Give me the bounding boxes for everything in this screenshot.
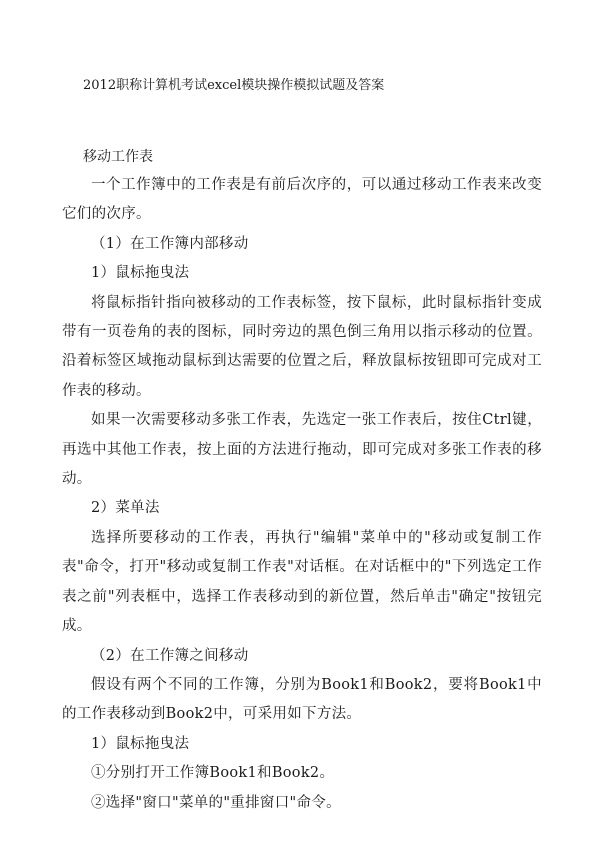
subheading: （2）在工作簿之间移动 — [91, 647, 249, 664]
subheading: 1）鼠标拖曳法 — [91, 265, 190, 282]
section-heading: 移动工作表 — [83, 149, 153, 165]
paragraph: 一个工作簿中的工作表是有前后次序的，可以通过移动工作表来改变它们的次序。 — [62, 177, 542, 223]
list-item: ①分别打开工作簿Book1和Book2。 — [91, 765, 335, 782]
document-title: 2012职称计算机考试excel模块操作模拟试题及答案 — [83, 78, 385, 93]
subheading: 1）鼠标拖曳法 — [91, 735, 190, 752]
paragraph: 将鼠标指针指向被移动的工作表标签，按下鼠标，此时鼠标指针变成带有一页卷角的表的图标，同时旁边的黑色倒三角用以指示移动的位置。沿着标签区域拖动鼠标到达需要的位置之后，释放鼠标按钮即可完成对工作表的移动。 — [62, 294, 542, 399]
paragraph: 假设有两个不同的工作簿，分别为Book1和Book2，要将Book1中的工作表移动到Book2中，可采用如下方法。 — [62, 676, 542, 723]
list-item: ②选择"窗口"菜单的"重排窗口"命令。 — [91, 794, 341, 811]
document-body — [62, 171, 542, 818]
subheading: （1）在工作簿内部移动 — [91, 235, 249, 252]
paragraph: 如果一次需要移动多张工作表，先选定一张工作表后，按住Ctrl键，再选中其他工作表，按上面的方法进行拖动，即可完成对多张工作表的移动。 — [62, 412, 542, 488]
subheading: 2）菜单法 — [91, 500, 160, 517]
paragraph: 选择所要移动的工作表，再执行"编辑"菜单中的"移动或复制工作表"命令，打开"移动或复制工作表"对话框。在对话框中的"下列选定工作表之前"列表框中，选择工作表移动到的新位置，然后单击"确定"按钮完成。 — [62, 529, 542, 635]
